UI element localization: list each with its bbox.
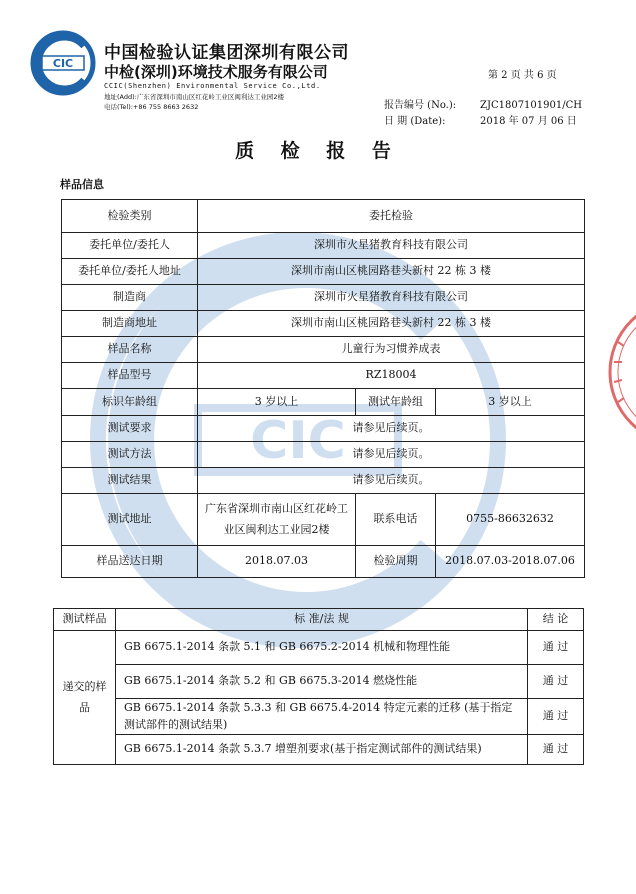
table-row: [54, 735, 584, 765]
cell-value: RZ18004: [198, 363, 585, 389]
cell-value: 深圳市南山区桃园路巷头新村 22 栋 3 楼: [198, 311, 585, 337]
report-date-label: 日 期 (Date):: [384, 116, 446, 127]
result-cell: 通 过: [528, 631, 584, 665]
cell-value: 2018.07.03: [198, 546, 356, 578]
report-date: 2018 年 07 月 06 日: [480, 116, 577, 127]
cell-value: 请参见后续页。: [198, 442, 585, 468]
cell-label: 委托单位/委托人: [62, 233, 198, 259]
table-row: [62, 494, 585, 546]
standard-cell: GB 6675.1-2014 条款 5.3.7 增塑剂要求(基于指定测试部件的测试结果): [116, 735, 528, 765]
cell-label: 制造商地址: [62, 311, 198, 337]
header-cell: 结 论: [528, 609, 584, 631]
report-number-label: 报告编号 (No.):: [384, 100, 457, 111]
table-row: [62, 546, 585, 578]
table-row: [62, 389, 585, 416]
cell-label: 测试要求: [62, 416, 198, 442]
company-name-cn-primary: 中国检验认证集团深圳有限公司: [104, 43, 349, 63]
company-name-cn-secondary: 中检(深圳)环境技术服务有限公司: [104, 63, 328, 81]
result-cell: 通 过: [528, 735, 584, 765]
cell-value: 深圳市火星猪教育科技有限公司: [198, 285, 585, 311]
cell-value: 2018.07.03-2018.07.06: [436, 546, 585, 578]
standard-cell: GB 6675.1-2014 条款 5.3.3 和 GB 6675.4-2014 特定元素的迁移 (基于指定测试部件的测试结果): [116, 699, 528, 735]
table-row: [62, 416, 585, 442]
table-row: [62, 233, 585, 259]
cell-label: 联系电话: [356, 494, 436, 546]
cell-label: 测试结果: [62, 468, 198, 494]
cell-label: 样品送达日期: [62, 546, 198, 578]
section-label: 样品信息: [60, 178, 104, 191]
result-cell: 通 过: [528, 699, 584, 735]
table-row: [62, 363, 585, 389]
cell-value: 深圳市火星猪教育科技有限公司: [198, 233, 585, 259]
company-name-en: CCIC(Shenzhen) Environmental Service Co.,Ltd.: [104, 82, 321, 90]
cell-label: 测试方法: [62, 442, 198, 468]
cell-label: 委托单位/委托人地址: [62, 259, 198, 285]
standard-cell: GB 6675.1-2014 条款 5.2 和 GB 6675.3-2014 燃烧性能: [116, 665, 528, 699]
red-stamp: [604, 292, 636, 452]
cell-label: 检验周期: [356, 546, 436, 578]
logo-text: CIC: [52, 57, 74, 70]
header-cell: 标 准/法 规: [116, 609, 528, 631]
sample-info-table: [61, 199, 585, 578]
cell-label: 标识年龄组: [62, 389, 198, 416]
table-row: [54, 665, 584, 699]
cell-label: 测试地址: [62, 494, 198, 546]
cell-value: 3 岁以上: [198, 389, 356, 416]
company-tel: 电话(Tel):+86 755 8663 2632: [104, 103, 199, 111]
cell-label: 制造商: [62, 285, 198, 311]
header-cell: 测试样品: [54, 609, 116, 631]
table-row: [62, 311, 585, 337]
cell-value: 委托检验: [198, 200, 585, 233]
page-number: 第 2 页 共 6 页: [488, 70, 557, 81]
cell-value: 儿童行为习惯养成表: [198, 337, 585, 363]
cell-label: 样品型号: [62, 363, 198, 389]
standard-cell: GB 6675.1-2014 条款 5.1 和 GB 6675.2-2014 机械和物理性能: [116, 631, 528, 665]
table-row: [62, 442, 585, 468]
cell-value: 广东省深圳市南山区红花岭工业区闽利达工业园2楼: [198, 494, 356, 546]
report-number: ZJC1807101901/CH: [480, 100, 582, 111]
report-number-line: [384, 96, 582, 111]
table-row: [62, 468, 585, 494]
company-address: 地址(Add):广东省深圳市南山区红花岭工业区闽利达工业园2楼: [104, 93, 284, 101]
table-row: [62, 285, 585, 311]
page-title: 质 检 报 告: [235, 140, 401, 162]
sample-cell: 递交的样品: [54, 631, 116, 765]
table-row: [62, 259, 585, 285]
result-cell: 通 过: [528, 665, 584, 699]
report-date-line: [384, 112, 577, 127]
cell-value: 0755-86632632: [436, 494, 585, 546]
cell-value: 3 岁以上: [436, 389, 585, 416]
cell-label: 检验类别: [62, 200, 198, 233]
table-row: [62, 337, 585, 363]
cell-label: 样品名称: [62, 337, 198, 363]
cell-value: 请参见后续页。: [198, 468, 585, 494]
cell-value: 深圳市南山区桃园路巷头新村 22 栋 3 楼: [198, 259, 585, 285]
table-row: [54, 631, 584, 665]
table-row: [54, 699, 584, 735]
cell-label: 测试年龄组: [356, 389, 436, 416]
table-row: [62, 200, 585, 233]
company-logo: [30, 30, 96, 96]
table-header-row: [54, 609, 584, 631]
results-table: [53, 608, 584, 765]
cell-value: 请参见后续页。: [198, 416, 585, 442]
watermark-text: CIC: [250, 411, 346, 471]
